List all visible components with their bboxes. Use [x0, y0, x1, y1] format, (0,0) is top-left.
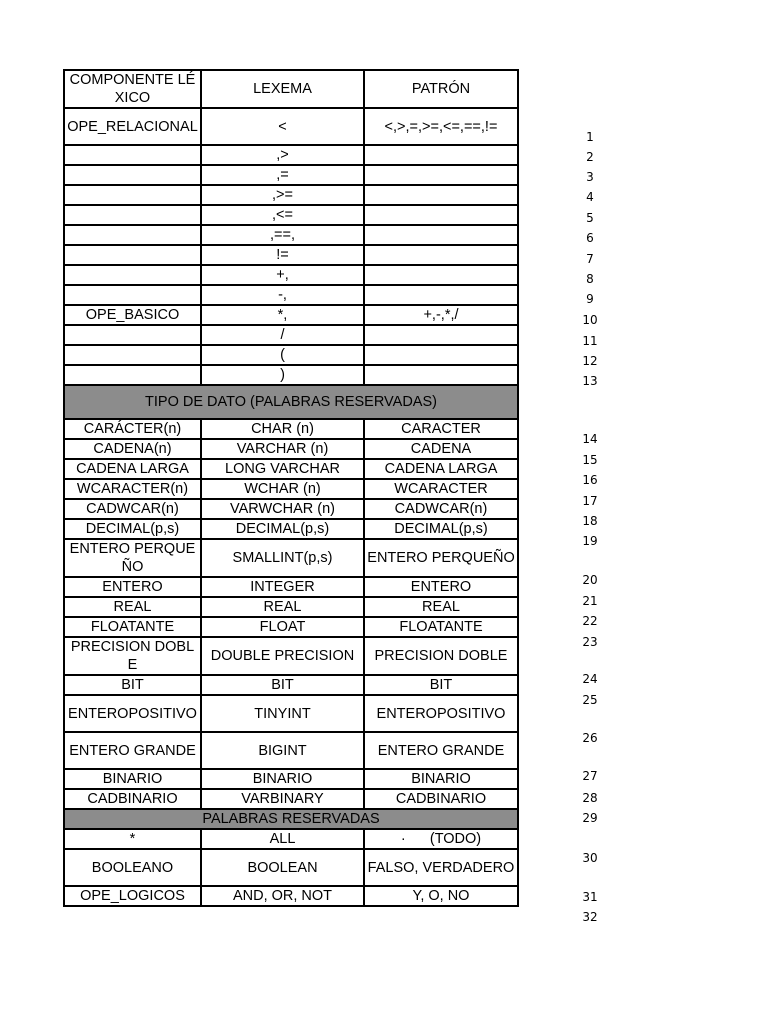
table-row — [64, 108, 518, 145]
cell-lexema[interactable]: BINARIO — [201, 769, 364, 789]
row-number: 11 — [582, 334, 598, 348]
row-number: 19 — [582, 534, 598, 548]
row-number: 30 — [582, 851, 598, 865]
cell-componente[interactable] — [64, 225, 201, 245]
cell-lexema[interactable]: +, — [201, 265, 364, 285]
cell-componente[interactable] — [64, 325, 201, 345]
cell-componente[interactable]: OPE_LOGICOS — [64, 886, 201, 906]
row-number: 9 — [586, 292, 594, 306]
cell-patron[interactable]: DECIMAL(p,s) — [364, 519, 518, 539]
cell-componente[interactable]: FLOATANTE — [64, 617, 201, 637]
table-row — [64, 829, 518, 849]
row-number: 21 — [582, 594, 598, 608]
cell-patron[interactable]: · (TODO) — [364, 829, 518, 849]
cell-patron[interactable] — [364, 205, 518, 225]
cell-lexema[interactable]: FLOAT — [201, 617, 364, 637]
cell-patron[interactable] — [364, 265, 518, 285]
cell-componente[interactable]: BINARIO — [64, 769, 201, 789]
cell-componente[interactable] — [64, 285, 201, 305]
cell-patron[interactable]: +,-,*,/ — [364, 305, 518, 325]
cell-componente[interactable] — [64, 185, 201, 205]
header-row — [64, 70, 518, 108]
cell-componente[interactable] — [64, 345, 201, 365]
table-row — [64, 539, 518, 577]
table-row — [64, 849, 518, 886]
table-row — [64, 789, 518, 809]
cell-patron[interactable]: CADENA — [364, 439, 518, 459]
cell-patron[interactable]: FALSO, VERDADERO — [364, 849, 518, 886]
cell-lexema[interactable]: *, — [201, 305, 364, 325]
cell-lexema[interactable]: ,<= — [201, 205, 364, 225]
cell-componente[interactable]: * — [64, 829, 201, 849]
cell-patron[interactable]: BINARIO — [364, 769, 518, 789]
table-row — [64, 499, 518, 519]
cell-lexema[interactable]: REAL — [201, 597, 364, 617]
table-row — [64, 439, 518, 459]
table-row — [64, 577, 518, 597]
cell-componente[interactable]: CADWCAR(n) — [64, 499, 201, 519]
table-row — [64, 245, 518, 265]
cell-componente[interactable]: ENTEROPOSITIVO — [64, 695, 201, 732]
cell-componente[interactable]: ENTERO GRANDE — [64, 732, 201, 769]
row-number: 32 — [582, 910, 598, 924]
cell-lexema[interactable]: != — [201, 245, 364, 265]
cell-patron[interactable]: CADWCAR(n) — [364, 499, 518, 519]
cell-lexema[interactable]: AND, OR, NOT — [201, 886, 364, 906]
row-number: 29 — [582, 811, 598, 825]
cell-patron[interactable] — [364, 145, 518, 165]
cell-componente[interactable] — [64, 245, 201, 265]
table-row — [64, 597, 518, 617]
cell-lexema[interactable]: ,> — [201, 145, 364, 165]
cell-patron[interactable] — [364, 285, 518, 305]
cell-lexema[interactable]: ( — [201, 345, 364, 365]
table-row — [64, 459, 518, 479]
header-componente[interactable]: COMPONENTE LÉXICO — [64, 70, 201, 108]
cell-patron[interactable]: FLOATANTE — [364, 617, 518, 637]
table-row — [64, 265, 518, 285]
cell-patron[interactable] — [364, 245, 518, 265]
table-row — [64, 479, 518, 499]
row-number: 10 — [582, 313, 598, 327]
cell-patron[interactable] — [364, 225, 518, 245]
cell-lexema[interactable]: ,==, — [201, 225, 364, 245]
cell-componente[interactable]: CARÁCTER(n) — [64, 419, 201, 439]
cell-componente[interactable] — [64, 205, 201, 225]
table-row — [64, 637, 518, 675]
cell-patron[interactable]: ENTEROPOSITIVO — [364, 695, 518, 732]
cell-lexema[interactable]: VARBINARY — [201, 789, 364, 809]
cell-lexema[interactable]: VARWCHAR (n) — [201, 499, 364, 519]
row-number: 5 — [586, 211, 594, 225]
row-number: 13 — [582, 374, 598, 388]
cell-lexema[interactable]: CHAR (n) — [201, 419, 364, 439]
row-number: 24 — [582, 672, 598, 686]
row-number: 4 — [586, 190, 594, 204]
table-row — [64, 519, 518, 539]
table-row — [64, 886, 518, 906]
row-number: 7 — [586, 252, 594, 266]
table-row — [64, 185, 518, 205]
cell-componente[interactable]: BOOLEANO — [64, 849, 201, 886]
section-title-tipo-dato[interactable]: TIPO DE DATO (PALABRAS RESERVADAS) — [64, 385, 518, 419]
cell-patron[interactable]: CADENA LARGA — [364, 459, 518, 479]
cell-lexema[interactable]: TINYINT — [201, 695, 364, 732]
cell-lexema[interactable]: ,>= — [201, 185, 364, 205]
cell-lexema[interactable]: VARCHAR (n) — [201, 439, 364, 459]
row-number-column — [560, 0, 620, 1024]
table-row — [64, 617, 518, 637]
cell-patron[interactable]: CADBINARIO — [364, 789, 518, 809]
cell-componente[interactable]: REAL — [64, 597, 201, 617]
section-title-palabras-reservadas[interactable]: PALABRAS RESERVADAS — [64, 809, 518, 829]
table-row — [64, 205, 518, 225]
cell-lexema[interactable]: ) — [201, 365, 364, 385]
row-number: 15 — [582, 453, 598, 467]
table-row — [64, 365, 518, 385]
cell-lexema[interactable]: SMALLINT(p,s) — [201, 539, 364, 577]
cell-lexema[interactable]: < — [201, 108, 364, 145]
table-row — [64, 325, 518, 345]
cell-componente[interactable]: OPE_RELACIONAL — [64, 108, 201, 145]
row-number: 22 — [582, 614, 598, 628]
table-row — [64, 165, 518, 185]
row-number: 25 — [582, 693, 598, 707]
cell-lexema[interactable]: BIT — [201, 675, 364, 695]
row-number: 14 — [582, 432, 598, 446]
row-number: 8 — [586, 272, 594, 286]
row-number: 16 — [582, 473, 598, 487]
cell-componente[interactable]: ENTERO — [64, 577, 201, 597]
cell-patron[interactable] — [364, 365, 518, 385]
row-number: 20 — [582, 573, 598, 587]
row-number: 6 — [586, 231, 594, 245]
cell-componente[interactable]: ENTERO PERQUEÑO — [64, 539, 201, 577]
cell-lexema[interactable]: BOOLEAN — [201, 849, 364, 886]
cell-componente[interactable]: OPE_BASICO — [64, 305, 201, 325]
cell-patron[interactable] — [364, 165, 518, 185]
row-number: 12 — [582, 354, 598, 368]
cell-patron[interactable]: BIT — [364, 675, 518, 695]
row-number: 26 — [582, 731, 598, 745]
row-number: 18 — [582, 514, 598, 528]
cell-patron[interactable]: ENTERO GRANDE — [364, 732, 518, 769]
row-number: 27 — [582, 769, 598, 783]
cell-componente[interactable] — [64, 265, 201, 285]
table-row — [64, 695, 518, 732]
cell-componente[interactable] — [64, 365, 201, 385]
cell-patron[interactable]: <,>,=,>=,<=,==,!= — [364, 108, 518, 145]
cell-lexema[interactable]: DECIMAL(p,s) — [201, 519, 364, 539]
cell-componente[interactable]: WCARACTER(n) — [64, 479, 201, 499]
cell-componente[interactable]: CADBINARIO — [64, 789, 201, 809]
section-row-palabras-reservadas — [64, 809, 518, 829]
table-row — [64, 145, 518, 165]
cell-patron[interactable]: PRECISION DOBLE — [364, 637, 518, 675]
header-patron[interactable]: PATRÓN — [364, 70, 518, 108]
cell-lexema[interactable]: BIGINT — [201, 732, 364, 769]
row-number: 1 — [586, 130, 594, 144]
table-row — [64, 675, 518, 695]
cell-componente[interactable]: BIT — [64, 675, 201, 695]
cell-patron[interactable]: REAL — [364, 597, 518, 617]
cell-componente[interactable] — [64, 145, 201, 165]
cell-patron[interactable]: Y, O, NO — [364, 886, 518, 906]
cell-lexema[interactable]: ALL — [201, 829, 364, 849]
row-number: 17 — [582, 494, 598, 508]
cell-patron[interactable]: CARACTER — [364, 419, 518, 439]
cell-lexema[interactable]: INTEGER — [201, 577, 364, 597]
row-number: 3 — [586, 170, 594, 184]
table-row — [64, 732, 518, 769]
row-number: 23 — [582, 635, 598, 649]
cell-patron[interactable] — [364, 185, 518, 205]
table-row — [64, 345, 518, 365]
cell-componente[interactable]: CADENA LARGA — [64, 459, 201, 479]
table-row — [64, 305, 518, 325]
lexical-table — [63, 69, 519, 907]
cell-componente[interactable]: CADENA(n) — [64, 439, 201, 459]
cell-componente[interactable] — [64, 165, 201, 185]
table-row — [64, 769, 518, 789]
cell-lexema[interactable]: / — [201, 325, 364, 345]
row-number: 28 — [582, 791, 598, 805]
cell-componente[interactable]: PRECISION DOBLE — [64, 637, 201, 675]
cell-lexema[interactable]: WCHAR (n) — [201, 479, 364, 499]
cell-patron[interactable] — [364, 325, 518, 345]
row-number: 2 — [586, 150, 594, 164]
section-row-tipo-dato — [64, 385, 518, 419]
header-lexema[interactable]: LEXEMA — [201, 70, 364, 108]
cell-componente[interactable]: DECIMAL(p,s) — [64, 519, 201, 539]
row-number: 31 — [582, 890, 598, 904]
cell-patron[interactable]: WCARACTER — [364, 479, 518, 499]
cell-lexema[interactable]: DOUBLE PRECISION — [201, 637, 364, 675]
cell-patron[interactable]: ENTERO — [364, 577, 518, 597]
table-row — [64, 225, 518, 245]
table-row — [64, 285, 518, 305]
cell-patron[interactable] — [364, 345, 518, 365]
cell-patron[interactable]: ENTERO PERQUEÑO — [364, 539, 518, 577]
table-row — [64, 419, 518, 439]
cell-lexema[interactable]: ,= — [201, 165, 364, 185]
cell-lexema[interactable]: -, — [201, 285, 364, 305]
cell-lexema[interactable]: LONG VARCHAR — [201, 459, 364, 479]
